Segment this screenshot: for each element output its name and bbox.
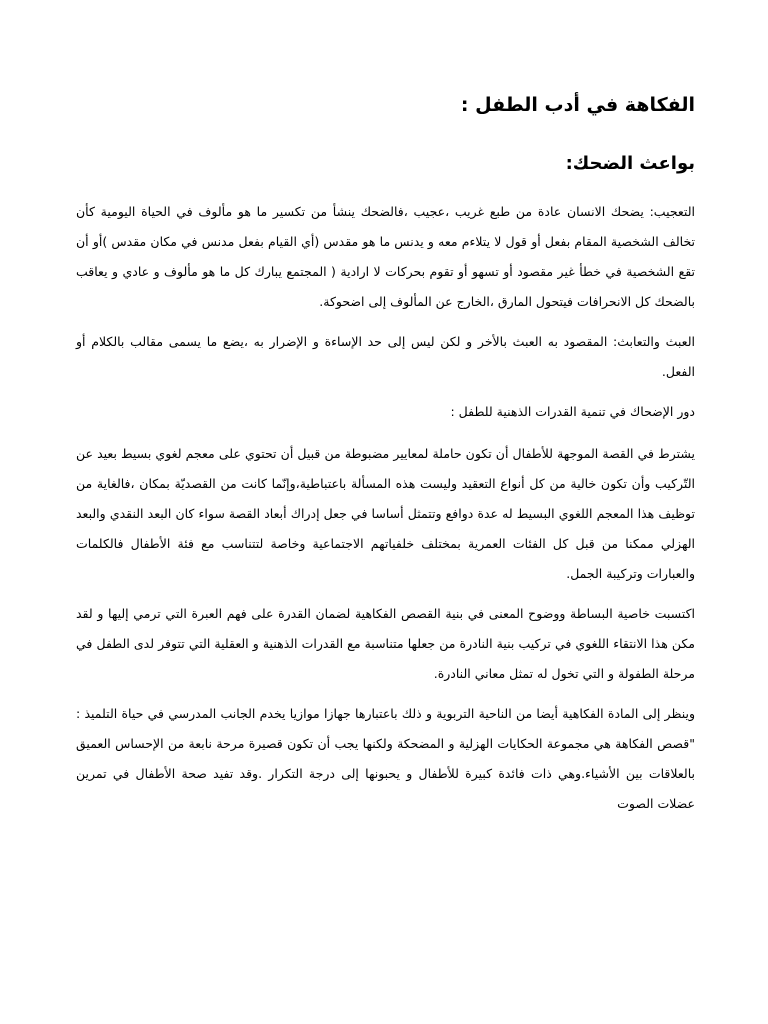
paragraph-abath bbox=[76, 327, 695, 387]
paragraph-taajib bbox=[76, 197, 695, 317]
body-paragraph: يشترط في القصة الموجهة للأطفال أن تكون حاملة لمعايير مضبوطة من قبيل أن تحتوي على معجم لغوي بسيط بعيد عن التّركيب وأن تكون خالية من كل أنواع التعقيد وليست هذه المسألة باعتباطية،وإنّما كانت من القصديّة بمكان ،فالغاية من توظيف هذا المعجم اللغوي البسيط له عدة دوافع وتتمثل أساسا في جعل إدراك أبعاد القصة سواء كان البعد النقدي والبعد الهزلي ممكنا من قبل كل الفئات العمرية بمختلف خلفياتهم الاجتماعية وخاصة لتتناسب مع فئة الأطفال فالكلمات والعبارات وتركيبة الجمل. bbox=[76, 446, 695, 581]
paragraph-label: التعجيب: bbox=[649, 204, 695, 219]
document-content bbox=[76, 90, 695, 829]
section-subtitle: بواعث الضحك: bbox=[565, 153, 695, 174]
document-title: الفكاهة في أدب الطفل : bbox=[460, 94, 695, 116]
paragraph-label: العبث والتعابث: bbox=[613, 334, 695, 349]
section-heading: دور الإضحاك في تنمية القدرات الذهنية للطفل : bbox=[450, 404, 695, 419]
body-paragraph: اكتسبت خاصية البساطة ووضوح المعنى في بنية القصص الفكاهية لضمان القدرة على فهم العبرة التي ترمي إليها و لقد مكن هذا الانتقاء اللغوي في تركيب بنية النادرة من جعلها متناسبة مع القدرات الذهنية و العقلية التي تتوفر لدى الطفل في مرحلة الطفولة و التي تخول له تمثل معاني النادرة. bbox=[76, 606, 695, 681]
paragraph-text: المقصود به العبث بالأخر و لكن ليس إلى حد الإساءة و الإضرار به ،يضع ما يسمى مقالب بالكلام أو الفعل. bbox=[76, 334, 695, 379]
paragraph-text: يضحك الانسان عادة من طبع غريب ،عجيب ،فالضحك ينشأ من تكسير ما هو مألوف في الحياة اليومية كأن تخالف الشخصية المقام بفعل أو قول لا يتلاءم معه و يدنس ما هو مقدس (أي القيام بفعل مدنس في مكان مقدس )أو أن تقع الشخصية في خطأ غير مقصود أو تسهو أو تقوم بحركات لا ارادية ( المجتمع يبارك كل ما هو مألوف و عادي و يعاقب بالضحك كل الانحرافات فيتحول المارق ،الخارج عن المألوف إلى اضحوكة. bbox=[76, 204, 695, 309]
body-paragraph: وينظر إلى المادة الفكاهية أيضا من الناحية التربوية و ذلك باعتبارها جهازا موازيا يخدم الجانب المدرسي في حياة التلميذ : "قصص الفكاهة هي مجموعة الحكايات الهزلية و المضحكة ولكنها يجب أن تكون قصيرة مرحة نابعة من الإحساس العميق بالعلاقات بين الأشياء.وهي ذات فائدة كبيرة للأطفال و يحبونها إلى درجة التكرار .وقد تفيد صحة الأطفال في تمرين عضلات الصوت bbox=[76, 706, 695, 811]
